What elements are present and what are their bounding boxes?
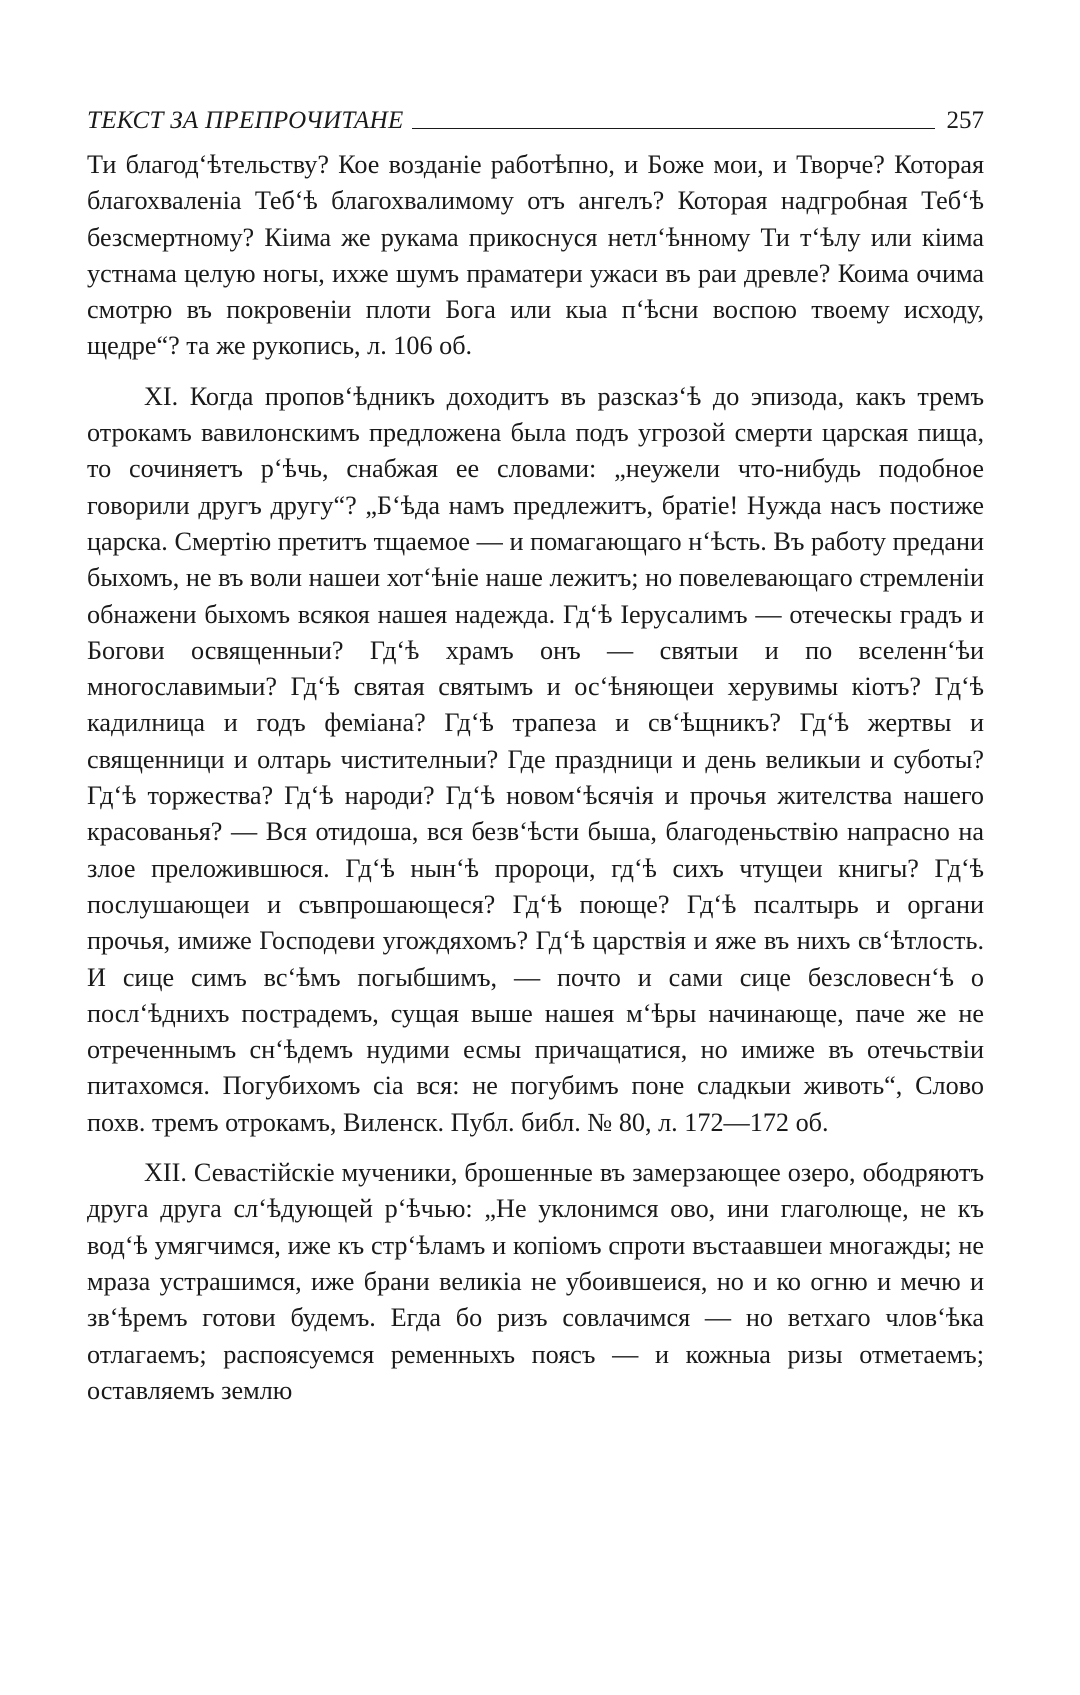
header-rule [412,128,935,129]
paragraph-xi: XI. Когда пропов‘ѣдникъ доходитъ въ разсказ‘ѣ до эпизода, какъ тремъ отрокамъ вавилонскимъ предложена была подъ угрозой смерти царская пища, то сочиняетъ р‘ѣчь, снабжая ее словами: „неужели что-нибудь подобное говорили другъ другу“? „Б‘ѣда намъ предлежитъ, братіе! Нужда насъ постиже царска. Смертію претитъ тщаемое — и помагающаго н‘ѣсть. Въ работу предани быхомъ, не въ воли нашеи хот‘ѣніе наше лежитъ; но повелевающаго стремленіи обнажени быхомъ всякоя нашея надежда. Гд‘ѣ Іерусалимъ — отеческы градъ и Богови освященныи? Гд‘ѣ храмъ онъ — святыи и по вселенн‘ѣи многославимыи? Гд‘ѣ святая святымъ и ос‘ѣняющеи херувимы кіотъ? Гд‘ѣ кадилница и годъ феміана? Гд‘ѣ трапеза и св‘ѣщникъ? Гд‘ѣ жертвы и священници и олтарь чистителныи? Где праздници и день великыи и суботы? Гд‘ѣ торжества? Гд‘ѣ народи? Гд‘ѣ новом‘ѣсячія и прочья жителства нашего красованья? — Вся отидоша, вся безв‘ѣсти быша, благоденьствію напрасно на злое преложившюся. Гд‘ѣ нын‘ѣ пророци, гд‘ѣ сихъ чтущеи книгы? Гд‘ѣ послушающеи и съвпрошающеся? Гд‘ѣ поюще? Гд‘ѣ псалтырь и органи прочья, имиже Господеви угождяхомъ? Гд‘ѣ царствія и яже въ нихъ св‘ѣтлость. И сице симъ вс‘ѣмъ погыбшимъ, — почто и сами сице безсловесн‘ѣ о посл‘ѣднихъ пострадемъ, сущая выше нашея м‘ѣры начинающе, паче же не отреченнымъ сн‘ѣдемъ нудими есмы причащатися, но имиже въ отечьствіи питахомся. Погубихомъ сіа вся: не погубимъ поне сладкыи животь“, Слово похв. тремъ отрокамъ, Виленск. Публ. библ. № 80, л. 172—172 об. [87,381,984,1137]
paragraph-xii: XII. Севастійскіе мученики, брошенные въ замерзающее озеро, ободряютъ друга друга сл‘ѣдующей р‘ѣчью: „Не уклонимся ово, ини глаголюще, не къ вод‘ѣ умягчимся, иже къ стр‘ѣламъ и копіомъ спроти въстаавшеи многажды; не мраза устрашимся, иже брани великіа не убоившеися, но и ко огню и мечю и зв‘ѣремъ готови будемъ. Егда бо ризъ совлачимся — но ветхаго члов‘ѣка отлагаемъ; распоясуемся ременныхъ поясъ — и кожныа ризы отметаемъ; оставляемъ землю [87,1158,984,1405]
paragraph-continuation: Ти благод‘ѣтельству? Кое возданіе работѣпно, и Боже мои, и Творче? Которая благохваленіа Теб‘ѣ благохвалимому отъ ангелъ? Которая надгробная Теб‘ѣ безсмертному? Кіима же рукама прикоснуся нетл‘ѣнному Ти т‘ѣлу или кіима устнама целую ногы, ихже шумъ праматери ужаси въ раи древле? Коима очима смотрю въ покровеніи плоти Бога или кыа п‘ѣсни воспою твоему исходу, щедре“? та же рукопись, л. 106 об. [87,150,984,361]
page-number: 257 [946,107,984,134]
running-head [87,95,984,135]
body-text [87,147,984,1409]
book-page [87,95,984,1409]
running-head-title: ТЕКСТ ЗА ПРЕПРОЧИТАНЕ [87,107,404,134]
